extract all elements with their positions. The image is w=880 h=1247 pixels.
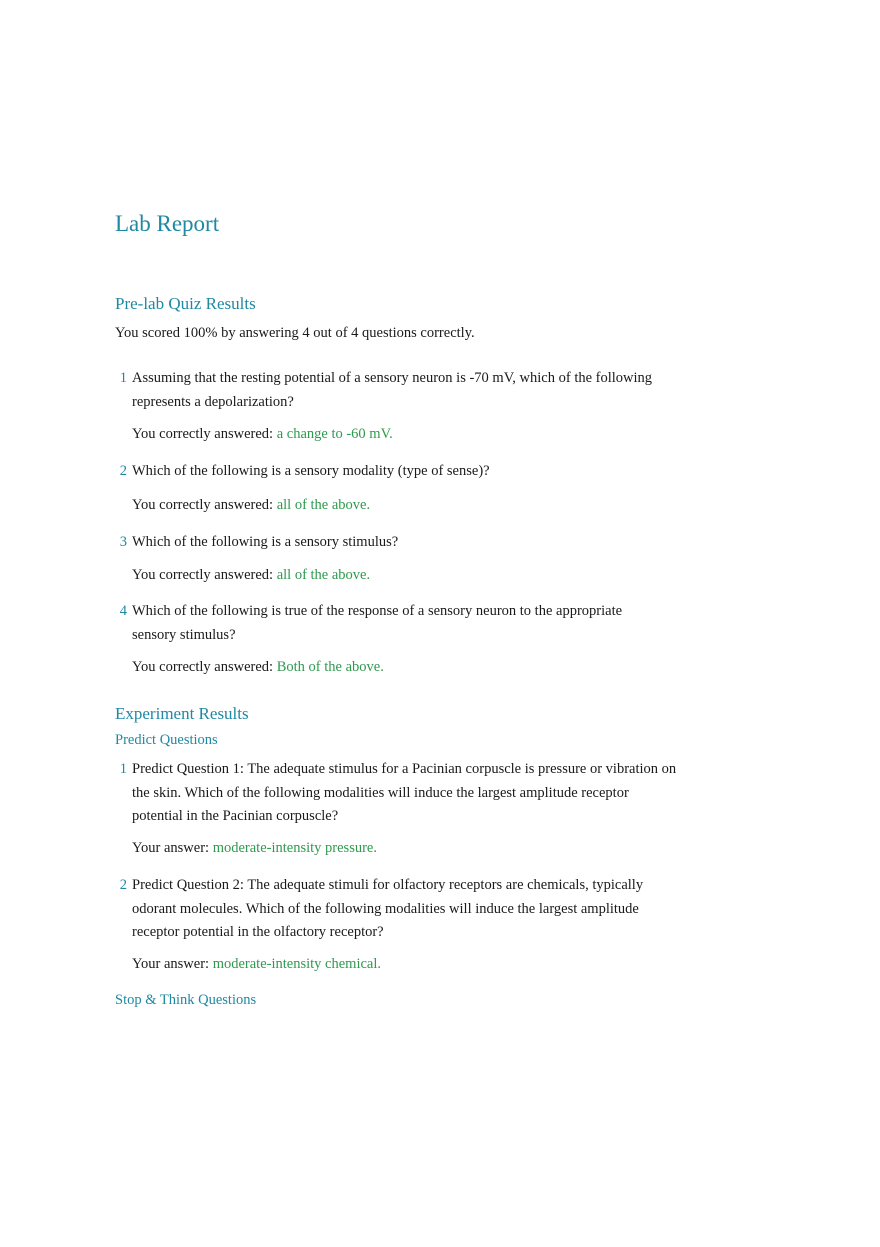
- stop-think-heading: Stop & Think Questions: [115, 992, 257, 1008]
- answer-prefix: Your answer:: [132, 956, 210, 972]
- answer-value: moderate-intensity pressure.: [212, 840, 377, 856]
- answer-value: all of the above.: [276, 567, 371, 583]
- question-number: 4: [119, 603, 127, 619]
- answer-prefix: Your answer:: [132, 840, 210, 856]
- answer-value: all of the above.: [276, 497, 371, 513]
- question-answer: [132, 494, 370, 518]
- question-answer: [132, 423, 393, 447]
- predict-text: Predict Question 2: The adequate stimuli for olfactory receptors are chemicals, typically odorant molecules. Which of the following modalities will induce the largest amplitude receptor potential in the olfactory receptor?: [132, 877, 644, 940]
- question-text: Which of the following is a sensory modality (type of sense)?: [132, 463, 490, 479]
- prelab-summary: You scored 100% by answering 4 out of 4 questions correctly.: [115, 325, 475, 341]
- predict-answer: [132, 953, 381, 977]
- predict-text: Predict Question 1: The adequate stimulus for a Pacinian corpuscle is pressure or vibration on the skin. Which of the following modalities will induce the largest amplitude receptor potential in the Pacinian corpuscle?: [132, 761, 677, 824]
- question-number: 1: [119, 370, 127, 386]
- question-number: 3: [119, 534, 127, 550]
- answer-value: a change to -60 mV.: [276, 426, 393, 442]
- question-answer: [132, 564, 370, 588]
- answer-prefix: You correctly answered:: [132, 426, 274, 442]
- question-text: Assuming that the resting potential of a sensory neuron is -70 mV, which of the following represents a depolarization?: [132, 370, 653, 410]
- predict-number: 2: [119, 877, 127, 893]
- question-text: Which of the following is true of the response of a sensory neuron to the appropriate sensory stimulus?: [132, 603, 623, 643]
- prelab-heading: Pre-lab Quiz Results: [115, 294, 256, 313]
- answer-prefix: You correctly answered:: [132, 659, 274, 675]
- page-title: Lab Report: [115, 211, 220, 236]
- answer-value: Both of the above.: [276, 659, 384, 675]
- answer-prefix: You correctly answered:: [132, 567, 274, 583]
- question-text: Which of the following is a sensory stimulus?: [132, 534, 399, 550]
- predict-answer: [132, 837, 377, 861]
- experiment-heading: Experiment Results: [115, 704, 249, 723]
- answer-prefix: You correctly answered:: [132, 497, 274, 513]
- answer-value: moderate-intensity chemical.: [212, 956, 381, 972]
- question-number: 2: [119, 463, 127, 479]
- predict-number: 1: [119, 761, 127, 777]
- question-answer: [132, 656, 384, 680]
- predict-heading: Predict Questions: [115, 732, 218, 748]
